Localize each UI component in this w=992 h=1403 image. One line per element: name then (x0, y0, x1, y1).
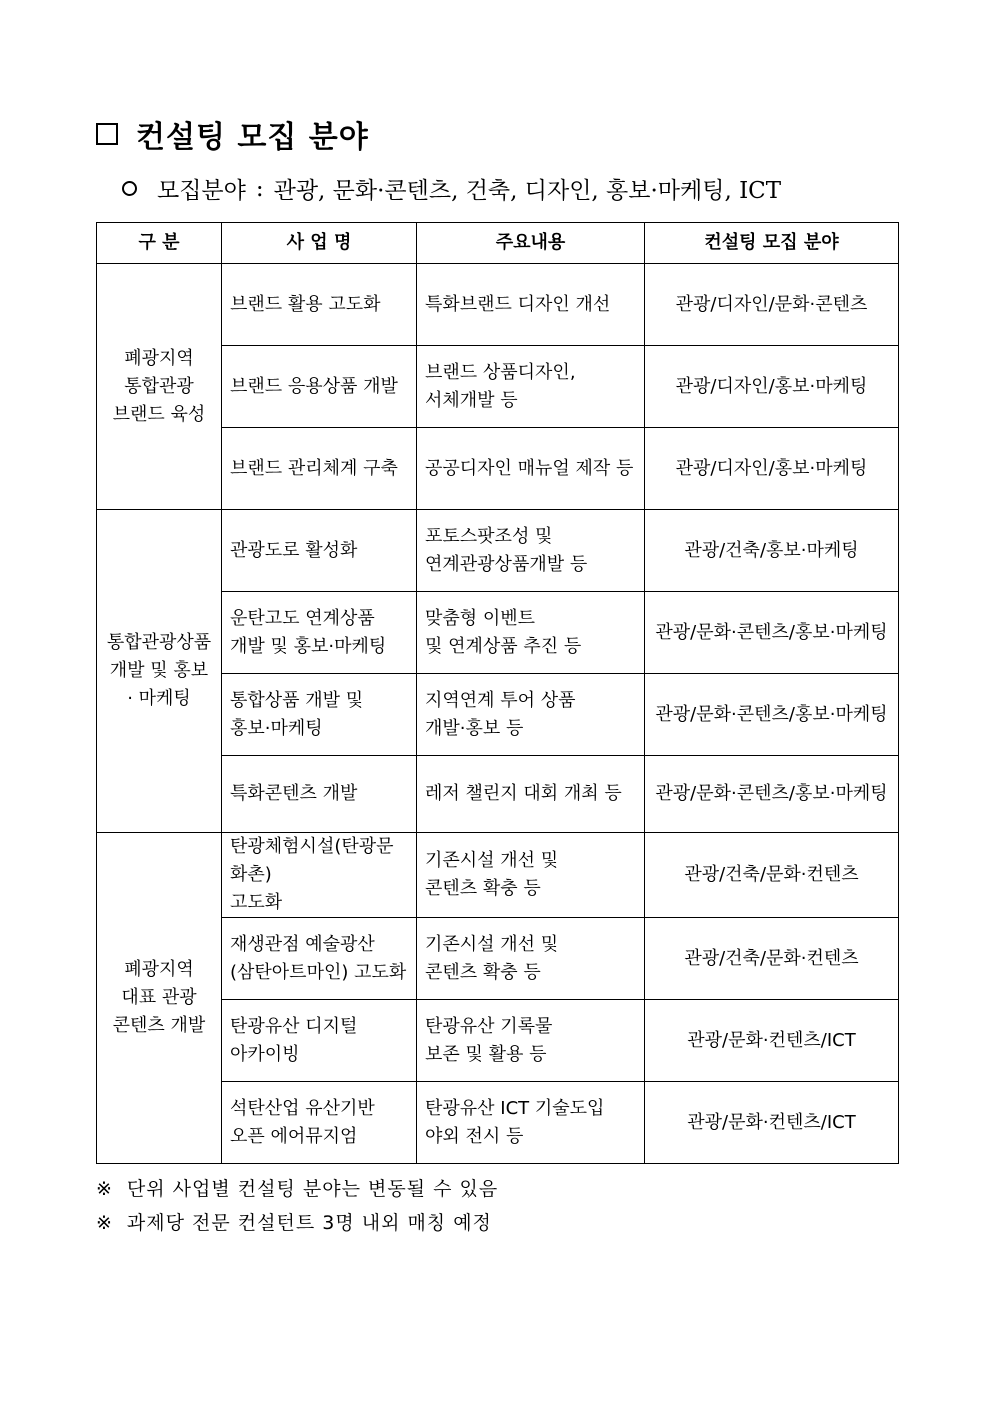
group-label-cell (97, 833, 222, 1164)
field-cell: 관광/건축/문화·컨텐츠 (645, 918, 899, 1000)
field-cell: 관광/문화·콘텐츠/홍보·마케팅 (645, 592, 899, 674)
content-line: 연계관광상품개발 등 (425, 553, 588, 575)
project-line: 브랜드 관리체계 구축 (230, 457, 398, 479)
project-cell (222, 833, 417, 918)
field-cell: 관광/문화·컨텐츠/ICT (645, 1000, 899, 1082)
square-outline-icon (96, 123, 118, 145)
project-line: 브랜드 활용 고도화 (230, 293, 381, 315)
field-cell: 관광/문화·콘텐츠/홍보·마케팅 (645, 756, 899, 833)
content-line: 기존시설 개선 및 (425, 933, 559, 955)
content-line: 맞춤형 이벤트 (425, 607, 536, 629)
table-header-row (97, 223, 899, 264)
group-label-cell (97, 264, 222, 510)
group-label-line: 통합관광상품 (106, 632, 212, 653)
group-label-line: 통합관광 (124, 375, 194, 397)
recruitment-label: 모집분야 (157, 178, 246, 204)
table-row (97, 264, 899, 346)
project-line: 운탄고도 연계상품 (230, 607, 375, 629)
field-cell: 관광/디자인/홍보·마케팅 (645, 346, 899, 428)
group-label-cell (97, 510, 222, 833)
project-cell (222, 1000, 417, 1082)
recruitment-separator: : (255, 175, 264, 202)
table-row (97, 833, 899, 918)
project-line: 관광도로 활성화 (230, 539, 358, 561)
project-cell (222, 510, 417, 592)
content-line: 지역연계 투어 상품 (425, 689, 576, 711)
content-line: 및 연계상품 추진 등 (425, 635, 582, 657)
project-cell (222, 918, 417, 1000)
group-label-line: 대표 관광 (121, 987, 197, 1008)
project-line: 탄광유산 디지털 (230, 1015, 358, 1037)
content-line: 개발·홍보 등 (425, 717, 524, 739)
project-line: 통합상품 개발 및 (230, 689, 364, 711)
project-cell (222, 756, 417, 833)
project-line: 특화콘텐츠 개발 (230, 783, 358, 804)
group-label-line: · 마케팅 (127, 688, 191, 709)
content-line: 탄광유산 ICT 기술도입 (425, 1097, 605, 1119)
content-cell (417, 346, 645, 428)
content-cell (417, 674, 645, 756)
content-cell (417, 918, 645, 1000)
content-line: 특화브랜드 디자인 개선 (425, 293, 611, 315)
circle-outline-icon (122, 181, 137, 196)
content-line: 기존시설 개선 및 (425, 850, 559, 871)
project-line: (삼탄아트마인) 고도화 (230, 961, 407, 983)
content-cell (417, 510, 645, 592)
header-category: 구 분 (97, 223, 222, 264)
field-cell: 관광/디자인/홍보·마케팅 (645, 428, 899, 510)
notes (96, 1172, 498, 1240)
content-cell (417, 1082, 645, 1164)
note-text: 단위 사업별 컨설팅 분야는 변동될 수 있음 (126, 1178, 499, 1200)
recruitment-fields-line (122, 172, 781, 205)
field-cell: 관광/디자인/문화·콘텐츠 (645, 264, 899, 346)
header-field: 컨설팅 모집 분야 (645, 223, 899, 264)
project-line: 재생관점 예술광산 (230, 933, 375, 955)
content-line: 공공디자인 매뉴얼 제작 등 (425, 457, 634, 479)
project-cell (222, 592, 417, 674)
content-line: 콘텐츠 확충 등 (425, 961, 541, 983)
field-cell: 관광/건축/문화·컨텐츠 (645, 833, 899, 918)
group-label-line: 브랜드 육성 (112, 403, 206, 425)
project-line: 고도화 (230, 892, 283, 913)
group-label-line: 폐광지역 (124, 347, 194, 369)
project-line: 개발 및 홍보·마케팅 (230, 635, 387, 657)
group-label-line: 폐광지역 (124, 959, 194, 980)
project-cell (222, 346, 417, 428)
field-cell: 관광/문화·콘텐츠/홍보·마케팅 (645, 674, 899, 756)
project-line: 탄광체험시설(탄광문화촌) (230, 836, 394, 885)
recruitment-value: 관광, 문화·콘텐츠, 건축, 디자인, 홍보·마케팅, ICT (273, 178, 782, 204)
project-cell (222, 264, 417, 346)
content-line: 포토스팟조성 및 (425, 525, 553, 547)
content-cell (417, 428, 645, 510)
note-line (96, 1206, 498, 1240)
header-content: 주요내용 (417, 223, 645, 264)
project-cell (222, 428, 417, 510)
field-cell: 관광/건축/홍보·마케팅 (645, 510, 899, 592)
content-line: 야외 전시 등 (425, 1125, 524, 1147)
content-line: 브랜드 상품디자인, (425, 361, 576, 383)
note-mark: ※ (96, 1212, 113, 1234)
content-cell (417, 1000, 645, 1082)
field-cell: 관광/문화·컨텐츠/ICT (645, 1082, 899, 1164)
content-line: 콘텐츠 확충 등 (425, 878, 541, 899)
table-row (97, 510, 899, 592)
content-cell (417, 264, 645, 346)
project-cell (222, 1082, 417, 1164)
group-label-line: 개발 및 홍보 (109, 660, 209, 681)
project-line: 브랜드 응용상품 개발 (230, 375, 398, 397)
content-cell (417, 756, 645, 833)
note-mark: ※ (96, 1178, 113, 1200)
project-line: 아카이빙 (230, 1043, 300, 1065)
content-line: 레저 챌린지 대회 개최 등 (425, 783, 622, 804)
header-project: 사 업 명 (222, 223, 417, 264)
note-line (96, 1172, 498, 1206)
project-line: 석탄산업 유산기반 (230, 1097, 375, 1119)
section-heading (96, 112, 369, 156)
project-cell (222, 674, 417, 756)
consulting-fields-table (96, 222, 899, 1164)
note-text: 과제당 전문 컨설턴트 3명 내외 매칭 예정 (126, 1212, 492, 1234)
group-label-line: 콘텐츠 개발 (112, 1015, 206, 1036)
content-line: 서체개발 등 (425, 389, 518, 411)
content-line: 보존 및 활용 등 (425, 1043, 547, 1065)
project-line: 오픈 에어뮤지엄 (230, 1125, 358, 1147)
content-cell (417, 833, 645, 918)
content-line: 탄광유산 기록물 (425, 1015, 553, 1037)
project-line: 홍보·마케팅 (230, 717, 323, 739)
section-title: 컨설팅 모집 분야 (136, 120, 369, 155)
content-cell (417, 592, 645, 674)
